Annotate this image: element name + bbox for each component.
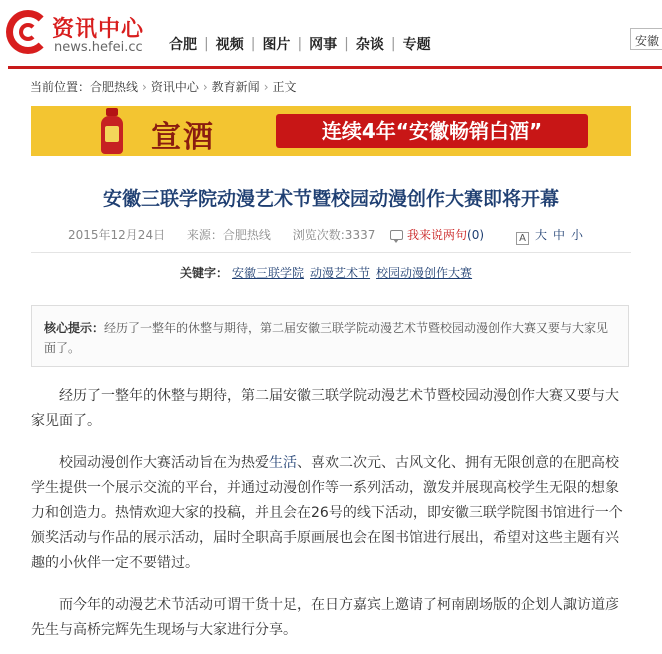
nav-separator: | — [250, 36, 256, 52]
view-count: 浏览次数:3337 — [292, 228, 376, 242]
nav-item-talk[interactable]: 杂谈 — [355, 37, 384, 53]
breadcrumb-item-education-news[interactable]: 教育新闻 — [211, 80, 260, 94]
nav-item-pictures[interactable]: 图片 — [262, 37, 291, 53]
breadcrumb-arrow-icon: › — [142, 80, 147, 94]
breadcrumb-arrow-icon: › — [202, 80, 208, 94]
breadcrumb-arrow-icon: › — [263, 80, 269, 94]
logo-title: 资讯中心 — [52, 17, 145, 42]
font-size-medium[interactable]: 中 — [553, 228, 566, 242]
article-meta — [68, 226, 393, 243]
keyword-link[interactable]: 动漫艺术节 — [310, 266, 371, 280]
article-summary — [31, 305, 629, 367]
font-size-small[interactable]: 小 — [571, 228, 584, 242]
site-header — [0, 0, 662, 66]
nav-separator: | — [390, 36, 396, 52]
nav-item-topics[interactable]: 专题 — [402, 37, 431, 53]
summary-text: 经历了一整年的休整与期待，第二届安徽三联学院动漫艺术节暨校园动漫创作大赛又要与大家见面了。 — [44, 321, 609, 355]
ad-brand: 宣酒 — [151, 120, 215, 155]
search-input[interactable]: 安徽 — [630, 28, 662, 50]
summary-label: 核心提示： — [44, 321, 105, 335]
keyword-link[interactable]: 安徽三联学院 — [232, 266, 305, 280]
nav-item-netnews[interactable]: 网事 — [309, 37, 338, 53]
article-source: 来源：合肥热线 — [186, 228, 271, 242]
nav-separator: | — [344, 36, 349, 52]
paragraph: 经历了一整年的休整与期待，第二届安徽三联学院动漫艺术节暨校园动漫创作大赛又要与大家见面了。 — [31, 388, 619, 429]
breadcrumb-item-news-center[interactable]: 资讯中心 — [150, 80, 199, 94]
header-divider — [8, 66, 662, 69]
inline-link[interactable]: 生活 — [269, 455, 297, 471]
ad-slogan: 连续4年“安徽畅销白酒” — [321, 119, 543, 143]
paragraph: 而今年的动漫艺术节活动可谓干货十足，在日方嘉宾上邀请了柯南剧场版的企划人諏访道彦先生与高桥完辉先生现场与大家进行分享。 — [31, 597, 619, 638]
site-logo[interactable] — [6, 10, 146, 58]
breadcrumb-item-current: 正文 — [272, 80, 297, 94]
comment-count: (0) — [467, 228, 485, 242]
logo-c-inner-icon — [19, 23, 37, 41]
comment-icon — [390, 230, 403, 240]
keywords — [180, 264, 478, 281]
breadcrumb — [30, 78, 297, 95]
ad-slogan-box — [276, 114, 588, 148]
meta-divider — [31, 252, 631, 253]
breadcrumb-label: 当前位置： — [30, 80, 91, 94]
nav-separator: | — [204, 36, 209, 52]
breadcrumb-item-hefei-hotline[interactable]: 合肥热线 — [90, 80, 139, 94]
nav-item-video[interactable]: 视频 — [215, 37, 244, 53]
paragraph-text: 、喜欢二次元、古风文化、拥有无限创意的在肥高校学生提供一个展示交流的平台，并通过动漫创作等一系列活动，激发并展现高校学生无限的想象力和创造力。热情欢迎大家的投稿，并且会在26号的线下活动，即安徽三联学院图书馆进行一个颁奖活动与作品的展示活动，届时全职高手原画展也会在图书馆进行展出，希望对这些主题有兴趣的小伙伴一定不要错过。 — [31, 455, 623, 571]
comment-link[interactable] — [390, 226, 484, 243]
comment-label: 我来说两句 — [407, 228, 468, 242]
paragraph-text: 校园动漫创作大赛活动旨在为热爱 — [59, 455, 269, 471]
ad-banner[interactable] — [31, 106, 631, 156]
article-title: 安徽三联学院动漫艺术节暨校园动漫创作大赛即将开幕 — [102, 188, 559, 210]
font-size-icon: A — [516, 232, 529, 245]
top-nav — [162, 34, 438, 54]
nav-item-hefei[interactable]: 合肥 — [169, 37, 197, 53]
paragraph — [31, 451, 631, 576]
article-body — [31, 384, 631, 654]
logo-subtitle: news.hefei.cc — [54, 40, 143, 55]
nav-separator: | — [297, 36, 303, 52]
font-size-large[interactable]: 大 — [535, 228, 548, 242]
keywords-label: 关键字： — [180, 266, 229, 280]
publish-date: 2015年12月24日 — [68, 228, 166, 242]
keyword-link[interactable]: 校园动漫创作大赛 — [376, 266, 473, 280]
font-size-controls — [516, 226, 589, 245]
liquor-bottle-icon — [101, 108, 123, 154]
